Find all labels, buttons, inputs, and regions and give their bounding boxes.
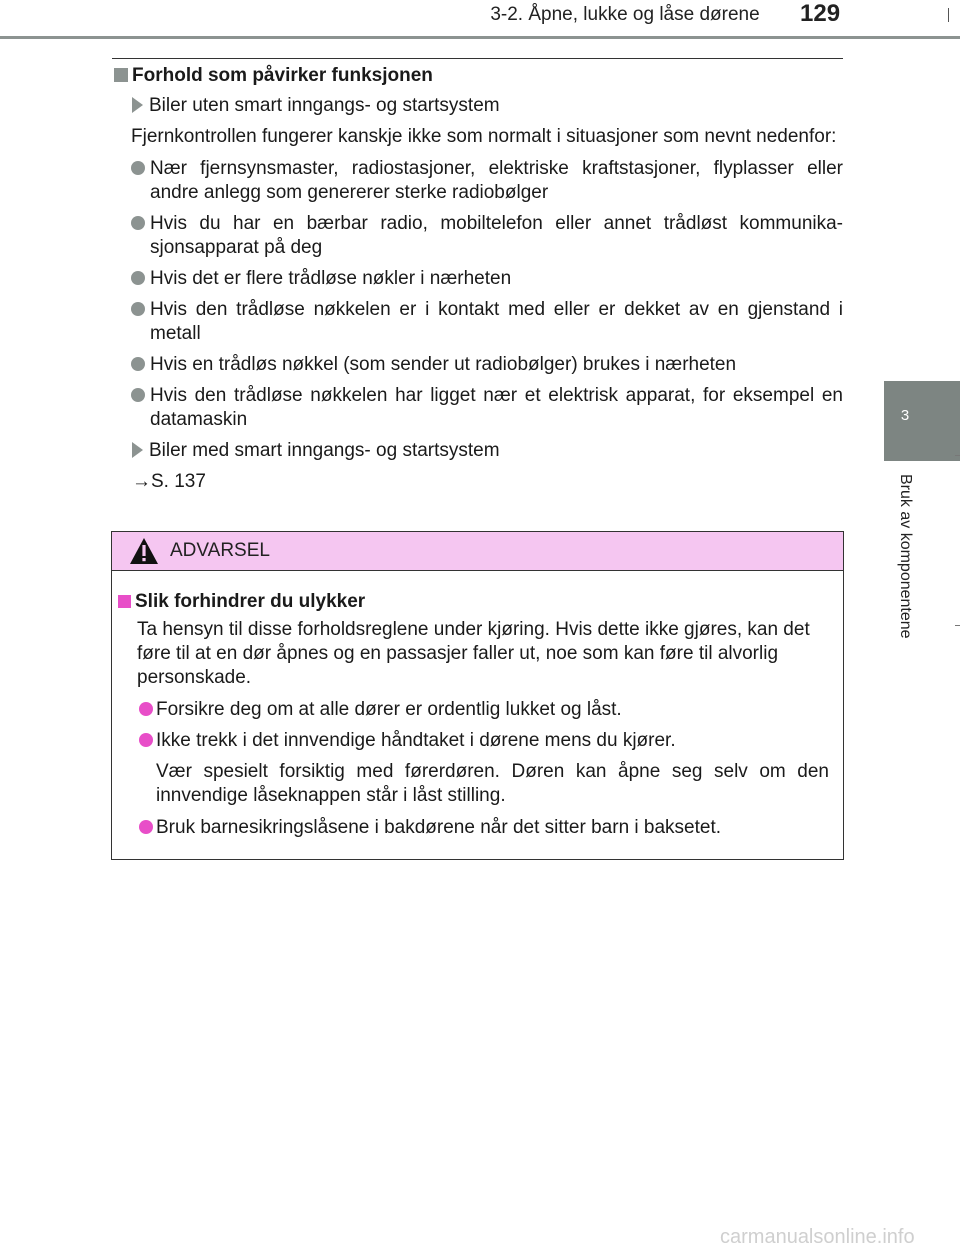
chapter-tab [884, 381, 960, 461]
subheading-text: Biler med smart inngangs- og startsystem [149, 440, 500, 461]
section-title-text: Forhold som påvirker funksjonen [132, 65, 433, 86]
list-item: Hvis du har en bærbar radio, mobiltelefon eller annet trådløst kommunika-sjonsapparat på deg [112, 212, 843, 260]
list-item: Nær fjernsynsmaster, radiostasjoner, elektriske kraftstasjoner, flyplasser eller andre anlegg som genererer sterke radiobølger [112, 157, 843, 205]
triangle-marker-icon [132, 442, 143, 458]
list-item: Hvis den trådløse nøkkelen er i kontakt med eller er dekket av en gjenstand i metall [112, 298, 843, 346]
triangle-marker-icon [132, 97, 143, 113]
bullet-dot-icon [139, 820, 153, 834]
chapter-label: Bruk av komponentene [897, 474, 914, 639]
section-heading [112, 64, 843, 88]
intro-paragraph: Fjernkontrollen fungerer kanskje ikke som normalt i situasjoner som nevnt nedenfor: [131, 126, 837, 147]
list-item: Ikke trekk i det innvendige håndtaket i dørene mens du kjører. [118, 729, 829, 753]
content-top-rule [112, 58, 843, 59]
bullet-dot-icon [131, 271, 145, 285]
header-tick-mark [948, 8, 949, 22]
warning-triangle-icon [129, 537, 159, 565]
page-reference-link[interactable]: →S. 137 [132, 471, 206, 492]
side-tick-mark [955, 455, 960, 456]
bullet-dot-icon [131, 216, 145, 230]
warning-body [112, 571, 843, 840]
warning-title: Slik forhindrer du ulykker [118, 590, 829, 614]
page-number: 129 [800, 0, 841, 27]
subheading-smart [112, 439, 843, 463]
warning-note: Vær spesielt forsiktig med førerdøren. Døren kan åpne seg selv om den innvendige låseknappen står i låst stilling. [156, 761, 829, 806]
list-item: Forsikre deg om at alle dører er ordentlig lukket og låst. [118, 698, 829, 722]
warning-box [111, 531, 844, 860]
subheading-no-smart [112, 94, 843, 118]
main-content [112, 64, 843, 494]
bullet-dot-icon [139, 702, 153, 716]
subheading-text: Biler uten smart inngangs- og startsystem [149, 95, 500, 116]
warning-header [112, 532, 843, 571]
bullet-dot-icon [139, 733, 153, 747]
watermark: carmanualsonline.info [720, 1226, 915, 1248]
warning-list [118, 698, 829, 753]
square-bullet-icon [114, 68, 128, 82]
warning-intro: Ta hensyn til disse forholdsreglene under kjøring. Hvis dette ikke gjøres, kan det føre til at en dør åpnes og en passasjer faller ut, noe som kan føre til alvorlig personskade. [137, 619, 810, 688]
bullet-dot-icon [131, 388, 145, 402]
bullet-dot-icon [131, 357, 145, 371]
list-item: Bruk barnesikringslåsene i bakdørene når det sitter barn i baksetet. [118, 816, 829, 840]
list-item: Hvis det er flere trådløse nøkler i nærheten [112, 267, 843, 291]
warning-list [118, 816, 829, 840]
running-header: 3-2. Åpne, lukke og låse dørene [490, 4, 760, 25]
square-bullet-icon [118, 595, 131, 608]
list-item: Hvis den trådløse nøkkelen har ligget nær et elektrisk apparat, for eksempel en datamaskin [112, 384, 843, 432]
chapter-number: 3 [900, 407, 910, 424]
bullet-dot-icon [131, 161, 145, 175]
bullet-dot-icon [131, 302, 145, 316]
header-rule [0, 36, 960, 39]
side-tick-mark [955, 625, 960, 626]
list-item: Hvis en trådløs nøkkel (som sender ut radiobølger) brukes i nærheten [112, 353, 843, 377]
warning-label: ADVARSEL [170, 540, 270, 561]
condition-list [112, 157, 843, 432]
